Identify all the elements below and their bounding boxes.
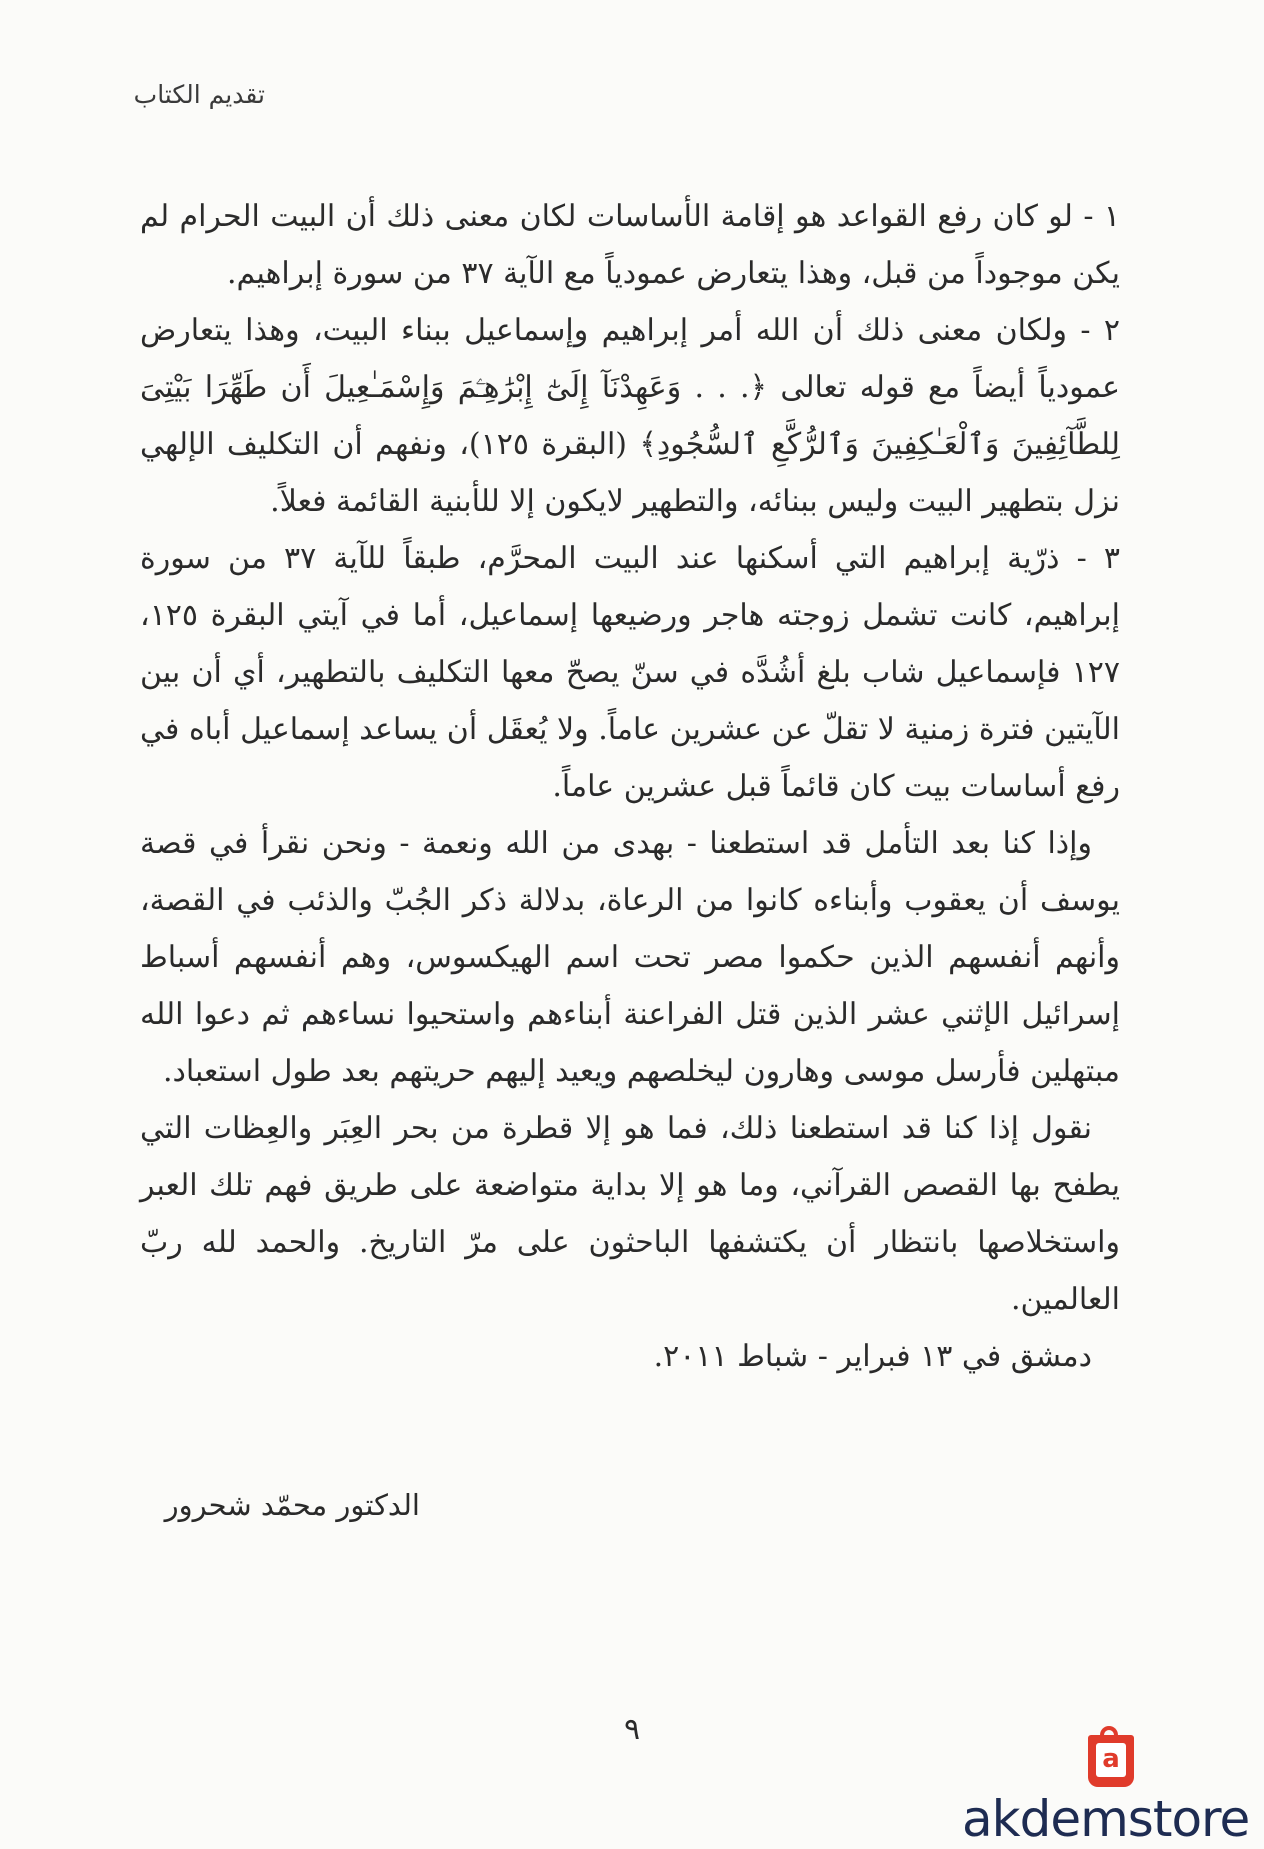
paragraph-point-2: ٢ - ولكان معنى ذلك أن الله أمر إبراهيم وإسماعيل ببناء البيت، وهذا يتعارض عمودياً أيضاً مع قوله تعالى ﴿. . . وَعَهِدْنَآ إِلَىٰٓ إِبْرَٰهِـۧمَ وَإِسْمَـٰعِيلَ أَن طَهِّرَا بَيْتِىَ لِلطَّآئِفِينَ وَٱلْعَـٰكِفِينَ وَٱلرُّكَّعِ ٱلسُّجُودِ﴾ (البقرة ١٢٥)، ونفهم أن التكليف الإلهي نزل بتطهير البيت وليس ببنائه، والتطهير لايكون إلا للأبنية القائمة فعلاً. (140, 313, 1120, 519)
logo-bag-letter: a (1096, 1743, 1126, 1777)
paragraph-conclusion: نقول إذا كنا قد استطعنا ذلك، فما هو إلا قطرة من بحر العِبَر والعِظات التي يطفح بها القصص القرآني، وما هو إلا بداية متواضعة على طريق فهم تلك العبر واستخلاصها بانتظار أن يكتشفها الباحثون على مرّ التاريخ. والحمد لله ربّ العالمين. (140, 1111, 1120, 1317)
body-text (140, 188, 1120, 1385)
paragraph-point-3: ٣ - ذرّية إبراهيم التي أسكنها عند البيت المحرَّم، طبقاً للآية ٣٧ من سورة إبراهيم، كانت تشمل زوجته هاجر ورضيعها إسماعيل، أما في آيتي البقرة ١٢٥، ١٢٧ فإسماعيل شاب بلغ أشُدَّه في سنّ يصحّ معها التكليف بالتطهير، أي أن بين الآيتين فترة زمنية لا تقلّ عن عشرين عاماً. ولا يُعقَل أن يساعد إسماعيل أباه في رفع أساسات بيت كان قائماً قبل عشرين عاماً. (140, 541, 1120, 804)
paragraph-point-1: ١ - لو كان رفع القواعد هو إقامة الأساسات لكان معنى ذلك أن البيت الحرام لم يكن موجوداً من قبل، وهذا يتعارض عمودياً مع الآية ٣٧ من سورة إبراهيم. (140, 199, 1120, 291)
author-signature: الدكتور محمّد شحرور (164, 1488, 420, 1522)
running-head: تقديم الكتاب (133, 80, 265, 109)
shopping-bag-icon (1088, 1735, 1134, 1787)
paragraph-reflection: وإذا كنا بعد التأمل قد استطعنا - بهدى من الله ونعمة - ونحن نقرأ في قصة يوسف أن يعقوب وأبناءه كانوا من الرعاة، بدلالة ذكر الجُبّ والذئب في القصة، وأنهم أنفسهم الذين حكموا مصر تحت اسم الهيكسوس، وهم أنفسهم أسباط إسرائيل الإثني عشر الذين قتل الفراعنة أبناءهم واستحيوا نساءهم ثم دعوا الله مبتهلين فأرسل موسى وهارون ليخلصهم ويعيد إليهم حريتهم بعد طول استعباد. (140, 826, 1120, 1089)
akdemstore-watermark-logo (960, 1735, 1260, 1849)
page-number: ٩ (623, 1712, 641, 1747)
dateline: دمشق في ١٣ فبراير - شباط ٢٠١١. (653, 1339, 1092, 1374)
logo-wordmark: akdemstore (962, 1790, 1250, 1848)
